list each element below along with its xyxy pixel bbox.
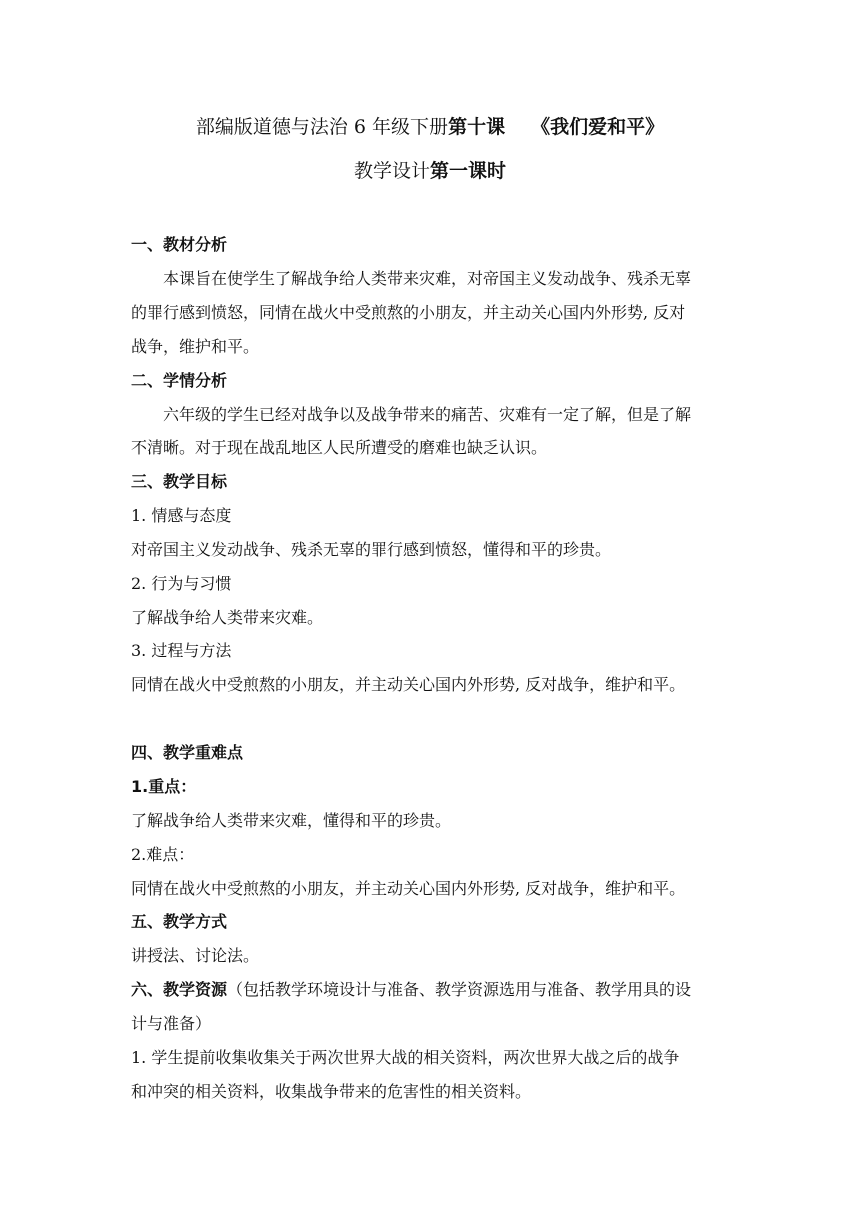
section-heading-student-analysis: 二、学情分析 [131, 371, 228, 390]
difficult-point-title: 2.难点： [131, 845, 195, 864]
section-heading-textbook-analysis: 一、教材分析 [131, 235, 228, 254]
textbook-analysis-paragraph-line-3: 战争，维护和平。 [131, 337, 260, 356]
goal-3-title: 3. 过程与方法 [131, 641, 232, 660]
goal-3-text: 同情在战火中受煎熬的小朋友，并主动关心国内外形势, 反对战争，维护和平。 [131, 675, 686, 694]
title-lesson-number: 第十课 [448, 116, 506, 138]
section-heading-teaching-methods: 五、教学方式 [131, 912, 228, 931]
resource-item-1-line-1: 1. 学生提前收集收集关于两次世界大战的相关资料，两次世界大战之后的战争 [131, 1048, 680, 1067]
goal-1-text: 对帝国主义发动战争、残杀无辜的罪行感到愤怒，懂得和平的珍贵。 [131, 540, 612, 559]
resource-item-1-line-2: 和冲突的相关资料，收集战争带来的危害性的相关资料。 [131, 1082, 532, 1101]
title-grade-text: 部编版道德与法治 6 年级下册 [195, 116, 449, 138]
textbook-analysis-paragraph-line-1: 本课旨在使学生了解战争给人类带来灾难，对帝国主义发动战争、残杀无辜 [163, 269, 692, 288]
title-lesson-name: 《我们爱和平》 [531, 116, 665, 138]
section-heading-key-points: 四、教学重难点 [131, 743, 244, 762]
teaching-resources-note-line-2: 计与准备） [131, 1014, 212, 1033]
textbook-analysis-paragraph-line-2: 的罪行感到愤怒，同情在战火中受煎熬的小朋友，并主动关心国内外形势, 反对 [131, 303, 686, 322]
student-analysis-paragraph-line-2: 不清晰。对于现在战乱地区人民所遭受的磨难也缺乏认识。 [131, 438, 548, 457]
goal-1-title: 1. 情感与态度 [131, 506, 232, 525]
teaching-resources-note-line-1: （包括教学环境设计与准备、教学资源选用与准备、教学用具的设 [227, 980, 692, 999]
goal-2-title: 2. 行为与习惯 [131, 574, 232, 593]
teaching-methods-text: 讲授法、讨论法。 [131, 946, 260, 965]
title-design-text: 教学设计 [353, 160, 430, 182]
document-title-line-1 [0, 114, 860, 140]
section-heading-teaching-resources-line-1 [131, 978, 731, 1002]
difficult-point-text: 同情在战火中受煎熬的小朋友，并主动关心国内外形势, 反对战争，维护和平。 [131, 879, 686, 898]
student-analysis-paragraph-line-1: 六年级的学生已经对战争以及战争带来的痛苦、灾难有一定了解，但是了解 [163, 405, 692, 424]
key-point-title: 1.重点： [131, 777, 197, 796]
section-heading-teaching-resources: 六、教学资源 [131, 980, 228, 999]
section-heading-teaching-goals: 三、教学目标 [131, 472, 228, 491]
key-point-text: 了解战争给人类带来灾难，懂得和平的珍贵。 [131, 811, 452, 830]
title-period: 第一课时 [430, 160, 507, 182]
goal-2-text: 了解战争给人类带来灾难。 [131, 608, 324, 627]
document-title-line-2 [0, 158, 860, 184]
